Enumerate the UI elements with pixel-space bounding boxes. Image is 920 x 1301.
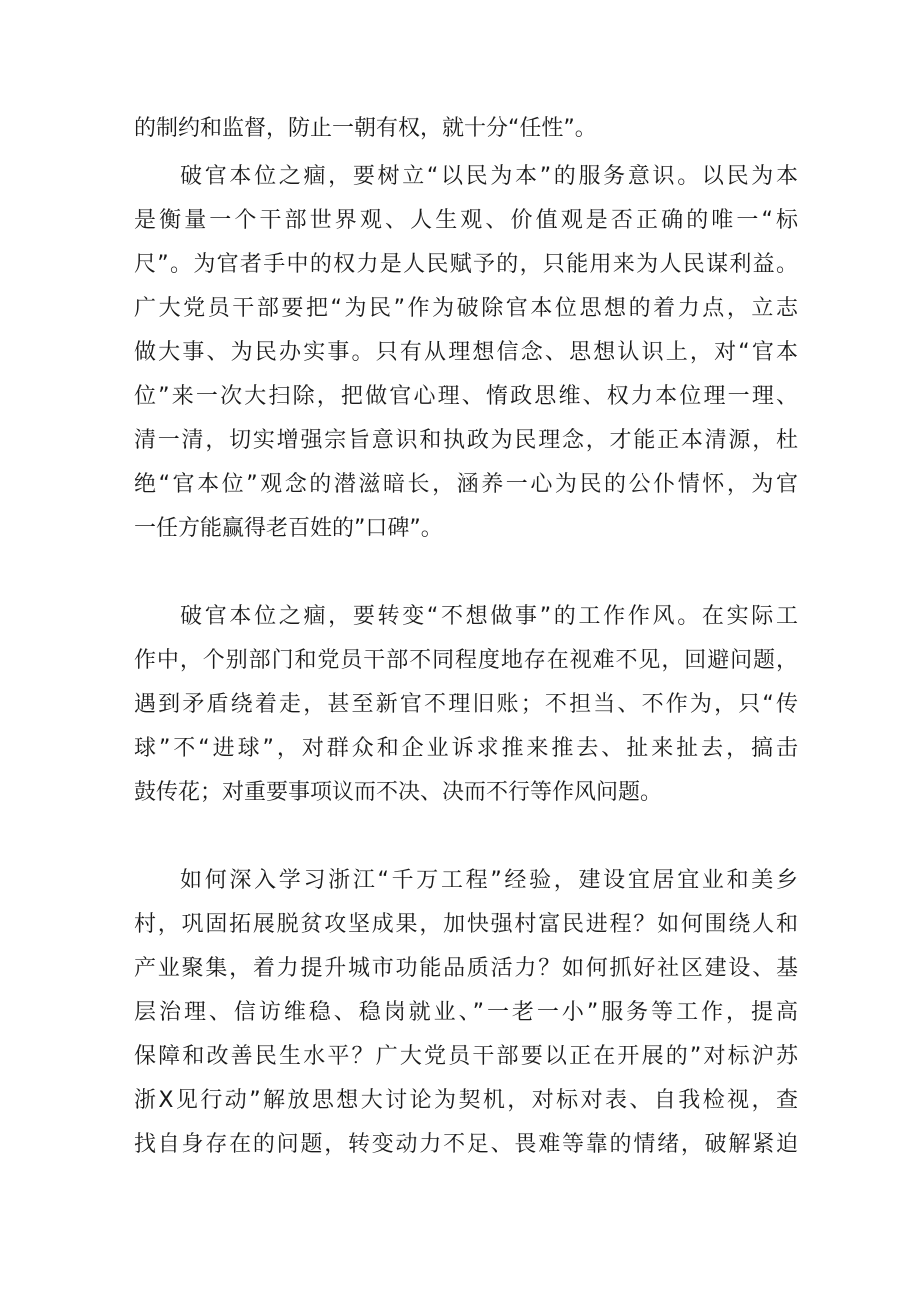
paragraph-3 (134, 595, 798, 815)
text-line: 广大党员干部要把“为民”作为破除官本位思想的着力点，立志 (134, 296, 798, 321)
text-line: 层治理、信访维稳、稳岗就业、”一老一小”服务等工作，提高 (134, 1000, 798, 1025)
text-line: 找自身存在的问题，转变动力不足、畏难等靠的情绪，破解紧迫 (134, 1132, 798, 1157)
text-line: 是衡量一个干部世界观、人生观、价值观是否正确的唯一“标 (134, 208, 798, 233)
text-line: 产业聚集，着力提升城市功能品质活力？如何抓好社区建设、基 (134, 956, 798, 981)
text-line: 保障和改善民生水平？广大党员干部要以正在开展的”对标沪苏 (134, 1044, 798, 1069)
text-line: 遇到矛盾绕着走，甚至新官不理旧账；不担当、不作为，只“传 (134, 692, 798, 717)
text-line: 球”不“进球”，对群众和企业诉求推来推去、扯来扯去，搞击 (134, 736, 798, 761)
paragraph-4 (134, 859, 798, 1167)
text-line: 绝“官本位”观念的潜滋暗长，涵养一心为民的公仆情怀，为官 (134, 472, 798, 497)
text-line: 破官本位之痼，要转变“不想做事”的工作作风。在实际工 (180, 604, 798, 629)
paragraph-2 (134, 155, 798, 551)
text-line: 做大事、为民办实事。只有从理想信念、思想认识上，对“官本 (134, 340, 798, 365)
text-line: 鼓传花；对重要事项议而不决、决而不行等作风问题。 (134, 780, 663, 805)
text-line: 的制约和监督，防止一朝有权，就十分“任性”。 (134, 116, 597, 141)
text-line: 一任方能赢得老百姓的”口碑”。 (134, 516, 443, 541)
text-line: 清一清，切实增强宗旨意识和执政为民理念，才能正本清源，杜 (134, 428, 798, 453)
text-line: 如何深入学习浙江“千万工程”经验，建设宜居宜业和美乡 (180, 868, 798, 893)
text-line: 作中，个别部门和党员干部不同程度地存在视难不见，回避问题， (134, 648, 798, 673)
text-line: 浙X见行动”解放思想大讨论为契机，对标对表、自我检视，查 (134, 1088, 798, 1113)
text-line: 位”来一次大扫除，把做官心理、惰政思维、权力本位理一理、 (134, 384, 798, 409)
text-line: 村，巩固拓展脱贫攻坚成果，加快强村富民进程？如何围绕人和 (134, 912, 798, 937)
paragraph-1 (134, 107, 798, 151)
text-line: 破官本位之痼，要树立“以民为本”的服务意识。以民为本 (180, 164, 798, 189)
text-line: 尺”。为官者手中的权力是人民赋予的，只能用来为人民谋利益。 (134, 252, 798, 277)
